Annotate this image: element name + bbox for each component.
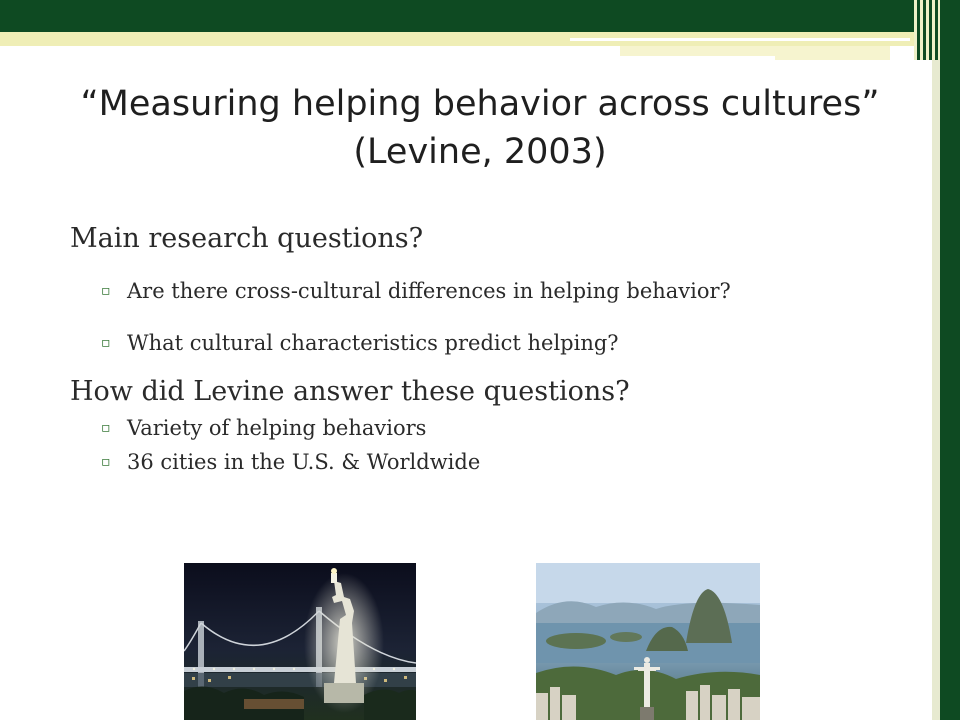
rio-de-janeiro-christ-redeemer-photo — [536, 563, 760, 720]
question-heading-1: Main research questions? — [70, 223, 424, 254]
statue-of-liberty-illustration — [184, 563, 416, 720]
right-edge-bar — [940, 0, 960, 720]
slide-title — [40, 80, 920, 176]
rio-de-janeiro-illustration — [536, 563, 760, 720]
header-accent-line — [570, 38, 910, 41]
header-bar — [0, 0, 960, 32]
header-accent-line — [620, 46, 890, 56]
slide-title-line2: (Levine, 2003) — [353, 132, 607, 172]
right-edge-stripe — [932, 60, 940, 720]
bullet-item: ▫ Variety of helping behaviors — [70, 411, 860, 445]
bullet-item: ▫ Are there cross-cultural differences in helping behavior? — [70, 275, 860, 307]
slide-title-line1: “Measuring helping behavior across cultures” — [80, 84, 880, 124]
right-edge-stripes — [914, 0, 940, 60]
bullet-item: ▫ 36 cities in the U.S. & Worldwide — [70, 445, 860, 479]
bullet-icon: ▫ — [101, 335, 111, 351]
bullet-item: ▫ What cultural characteristics predict helping? — [70, 327, 860, 359]
bullet-icon: ▫ — [101, 454, 111, 470]
question-heading-2: How did Levine answer these questions? — [70, 376, 630, 407]
header-accent-line — [775, 56, 890, 60]
bullet-icon: ▫ — [101, 420, 111, 436]
statue-of-liberty-night-photo — [184, 563, 416, 720]
question1-bullets — [70, 275, 860, 359]
bullet-icon: ▫ — [101, 283, 111, 299]
slide-content — [70, 220, 860, 479]
question2-bullets — [70, 411, 860, 479]
